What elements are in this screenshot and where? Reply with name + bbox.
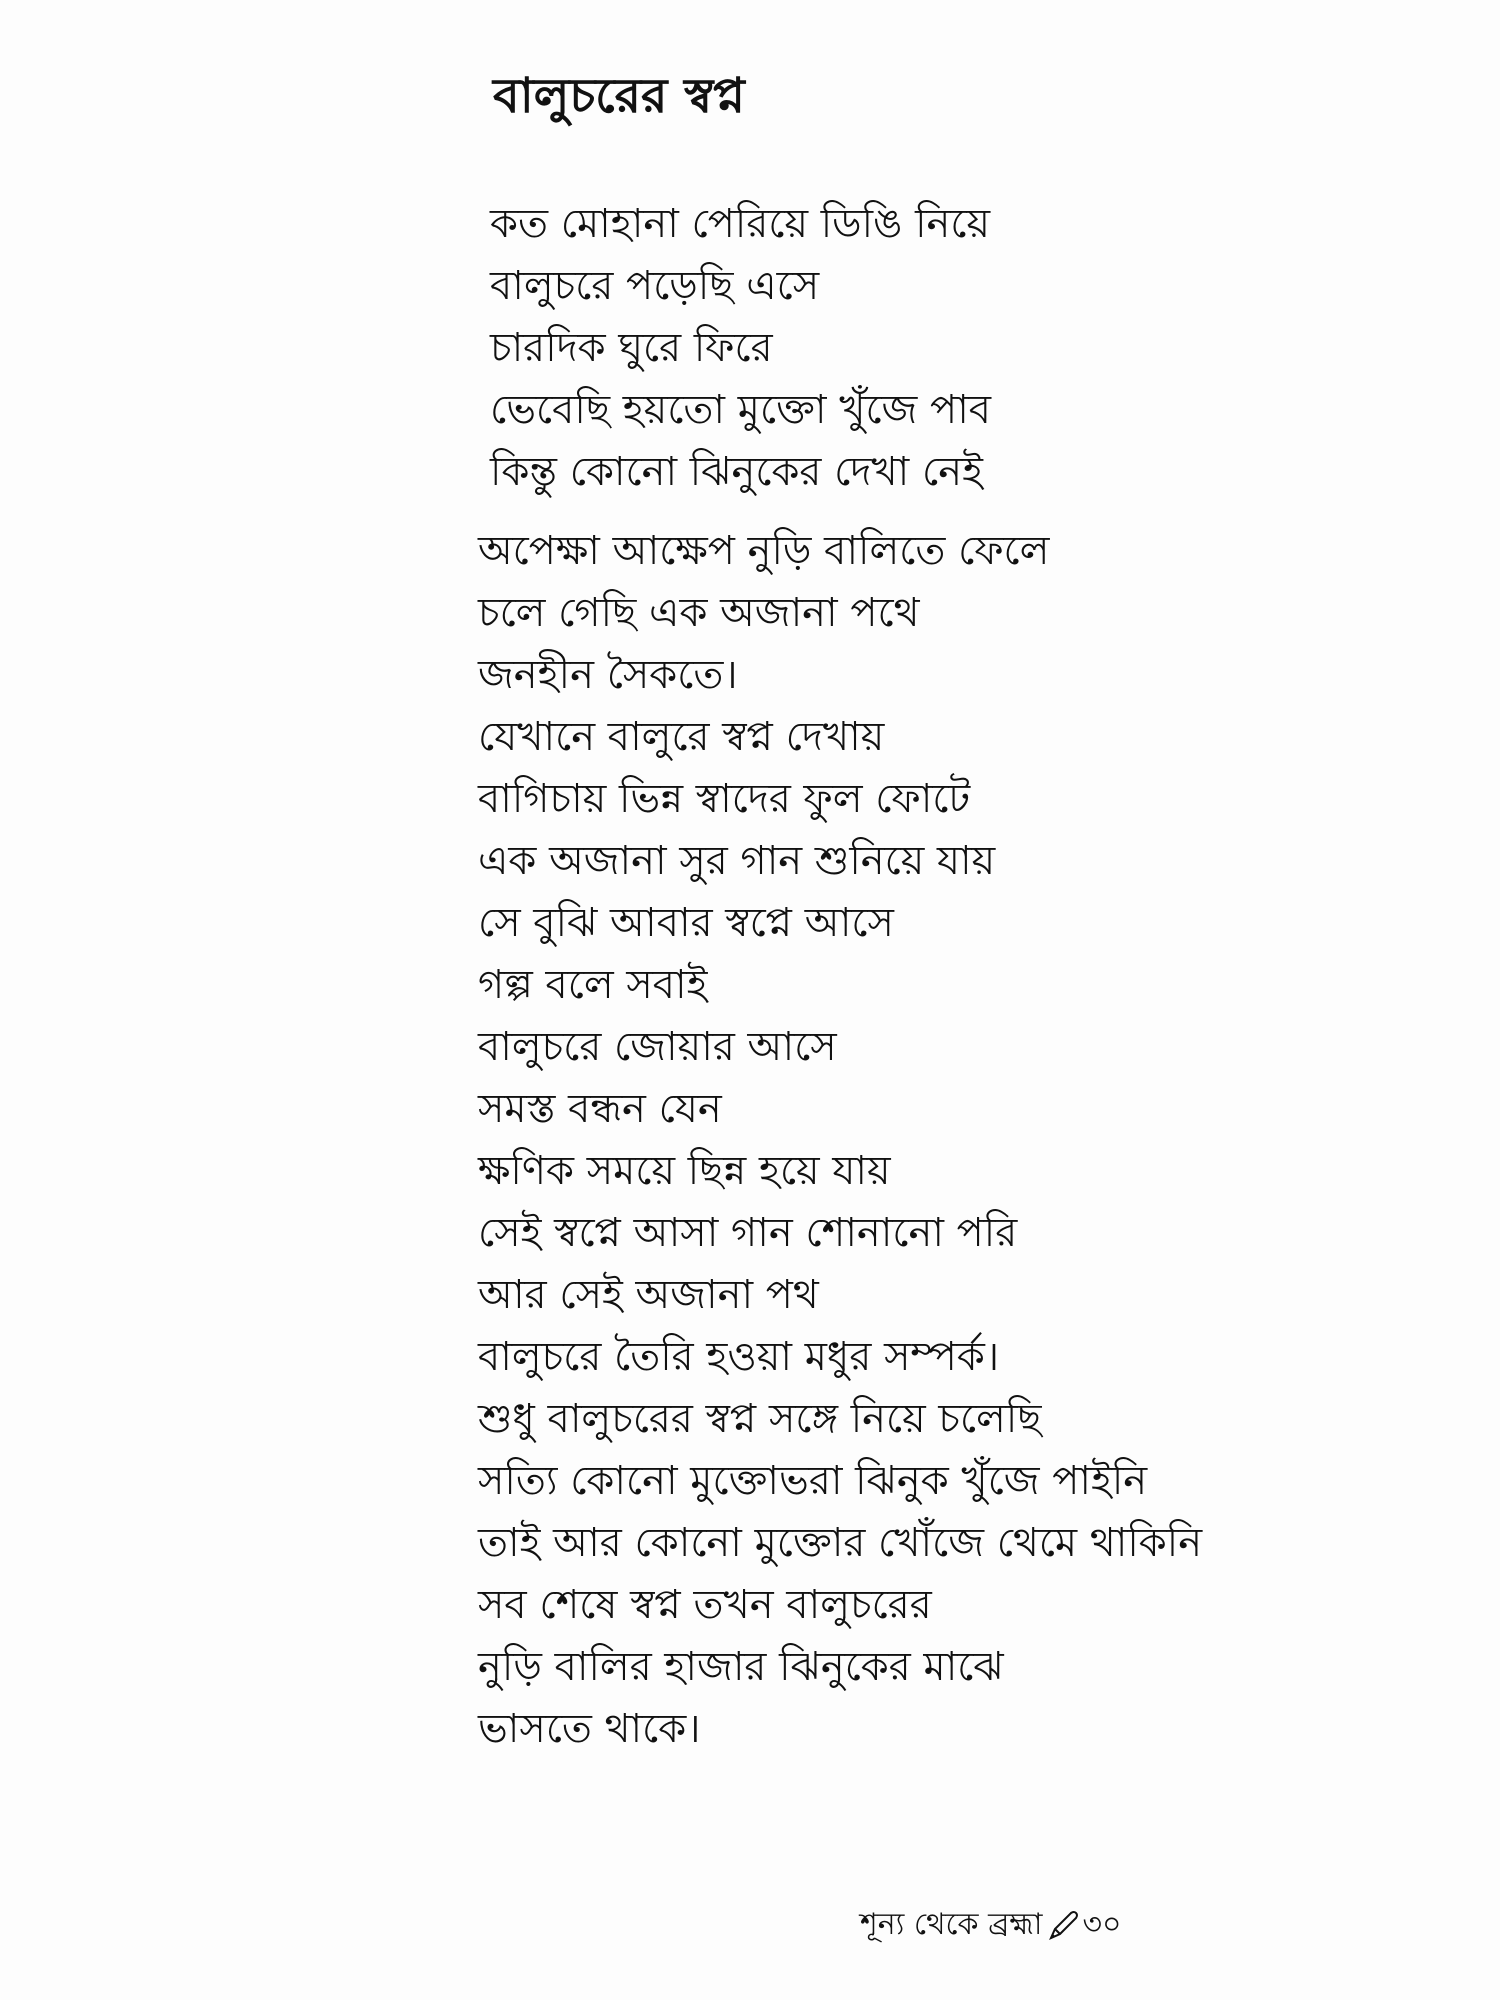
page-footer [860, 1905, 1122, 1945]
poem-line: নুড়ি বালির হাজার ঝিনুকের মাঝে [478, 1644, 1004, 1690]
poem-line: বাগিচায় ভিন্ন স্বাদের ফুল ফোটে [478, 776, 971, 822]
poem-line: বালুচরে তৈরি হওয়া মধুর সম্পর্ক। [478, 1334, 1000, 1380]
poem-line: শুধু বালুচরের স্বপ্ন সঙ্গে নিয়ে চলেছি [478, 1396, 1042, 1442]
poem-line: কত মোহানা পেরিয়ে ডিঙি নিয়ে [490, 201, 991, 247]
poem-line: সত্যি কোনো মুক্তোভরা ঝিনুক খুঁজে পাইনি [478, 1458, 1148, 1504]
poem-line: ভেবেছি হয়তো মুক্তো খুঁজে পাব [490, 387, 992, 433]
poem-line: গল্প বলে সবাই [478, 962, 708, 1008]
poem-line: কিন্তু কোনো ঝিনুকের দেখা নেই [490, 449, 983, 495]
poem-line: ক্ষণিক সময়ে ছিন্ন হয়ে যায় [478, 1148, 891, 1194]
poem-line: যেখানে বালুরে স্বপ্ন দেখায় [478, 714, 885, 760]
stanza-2 [478, 520, 1202, 1760]
poem-line: এক অজানা সুর গান শুনিয়ে যায় [478, 838, 996, 884]
stanza-1 [490, 193, 991, 503]
book-title: শূন্য থেকে ব্রহ্মা [860, 1907, 1043, 1942]
poem-line: সমস্ত বন্ধন যেন [478, 1086, 722, 1132]
poem-line: চারদিক ঘুরে ফিরে [490, 325, 773, 371]
poem-title: বালুচরের স্বপ্ন [493, 68, 745, 124]
poem-line: সেই স্বপ্নে আসা গান শোনানো পরি [478, 1210, 1018, 1256]
poem-line: চলে গেছি এক অজানা পথে [478, 590, 920, 636]
poem-line: ভাসতে থাকে। [478, 1706, 701, 1752]
poem-line: অপেক্ষা আক্ষেপ নুড়ি বালিতে ফেলে [478, 528, 1050, 574]
poem-line: জনহীন সৈকতে। [478, 652, 738, 698]
poem-line: আর সেই অজানা পথ [478, 1272, 819, 1318]
poem-line: বালুচরে পড়েছি এসে [490, 263, 820, 309]
page-number: ৩০ [1082, 1907, 1122, 1942]
poem-line: বালুচরে জোয়ার আসে [478, 1024, 837, 1070]
poem-line: তাই আর কোনো মুক্তোর খোঁজে থেমে থাকিনি [478, 1520, 1203, 1566]
pen-nib-icon [1047, 1908, 1081, 1942]
poem-line: সব শেষে স্বপ্ন তখন বালুচরের [478, 1582, 932, 1628]
poem-line: সে বুঝি আবার স্বপ্নে আসে [478, 900, 894, 946]
